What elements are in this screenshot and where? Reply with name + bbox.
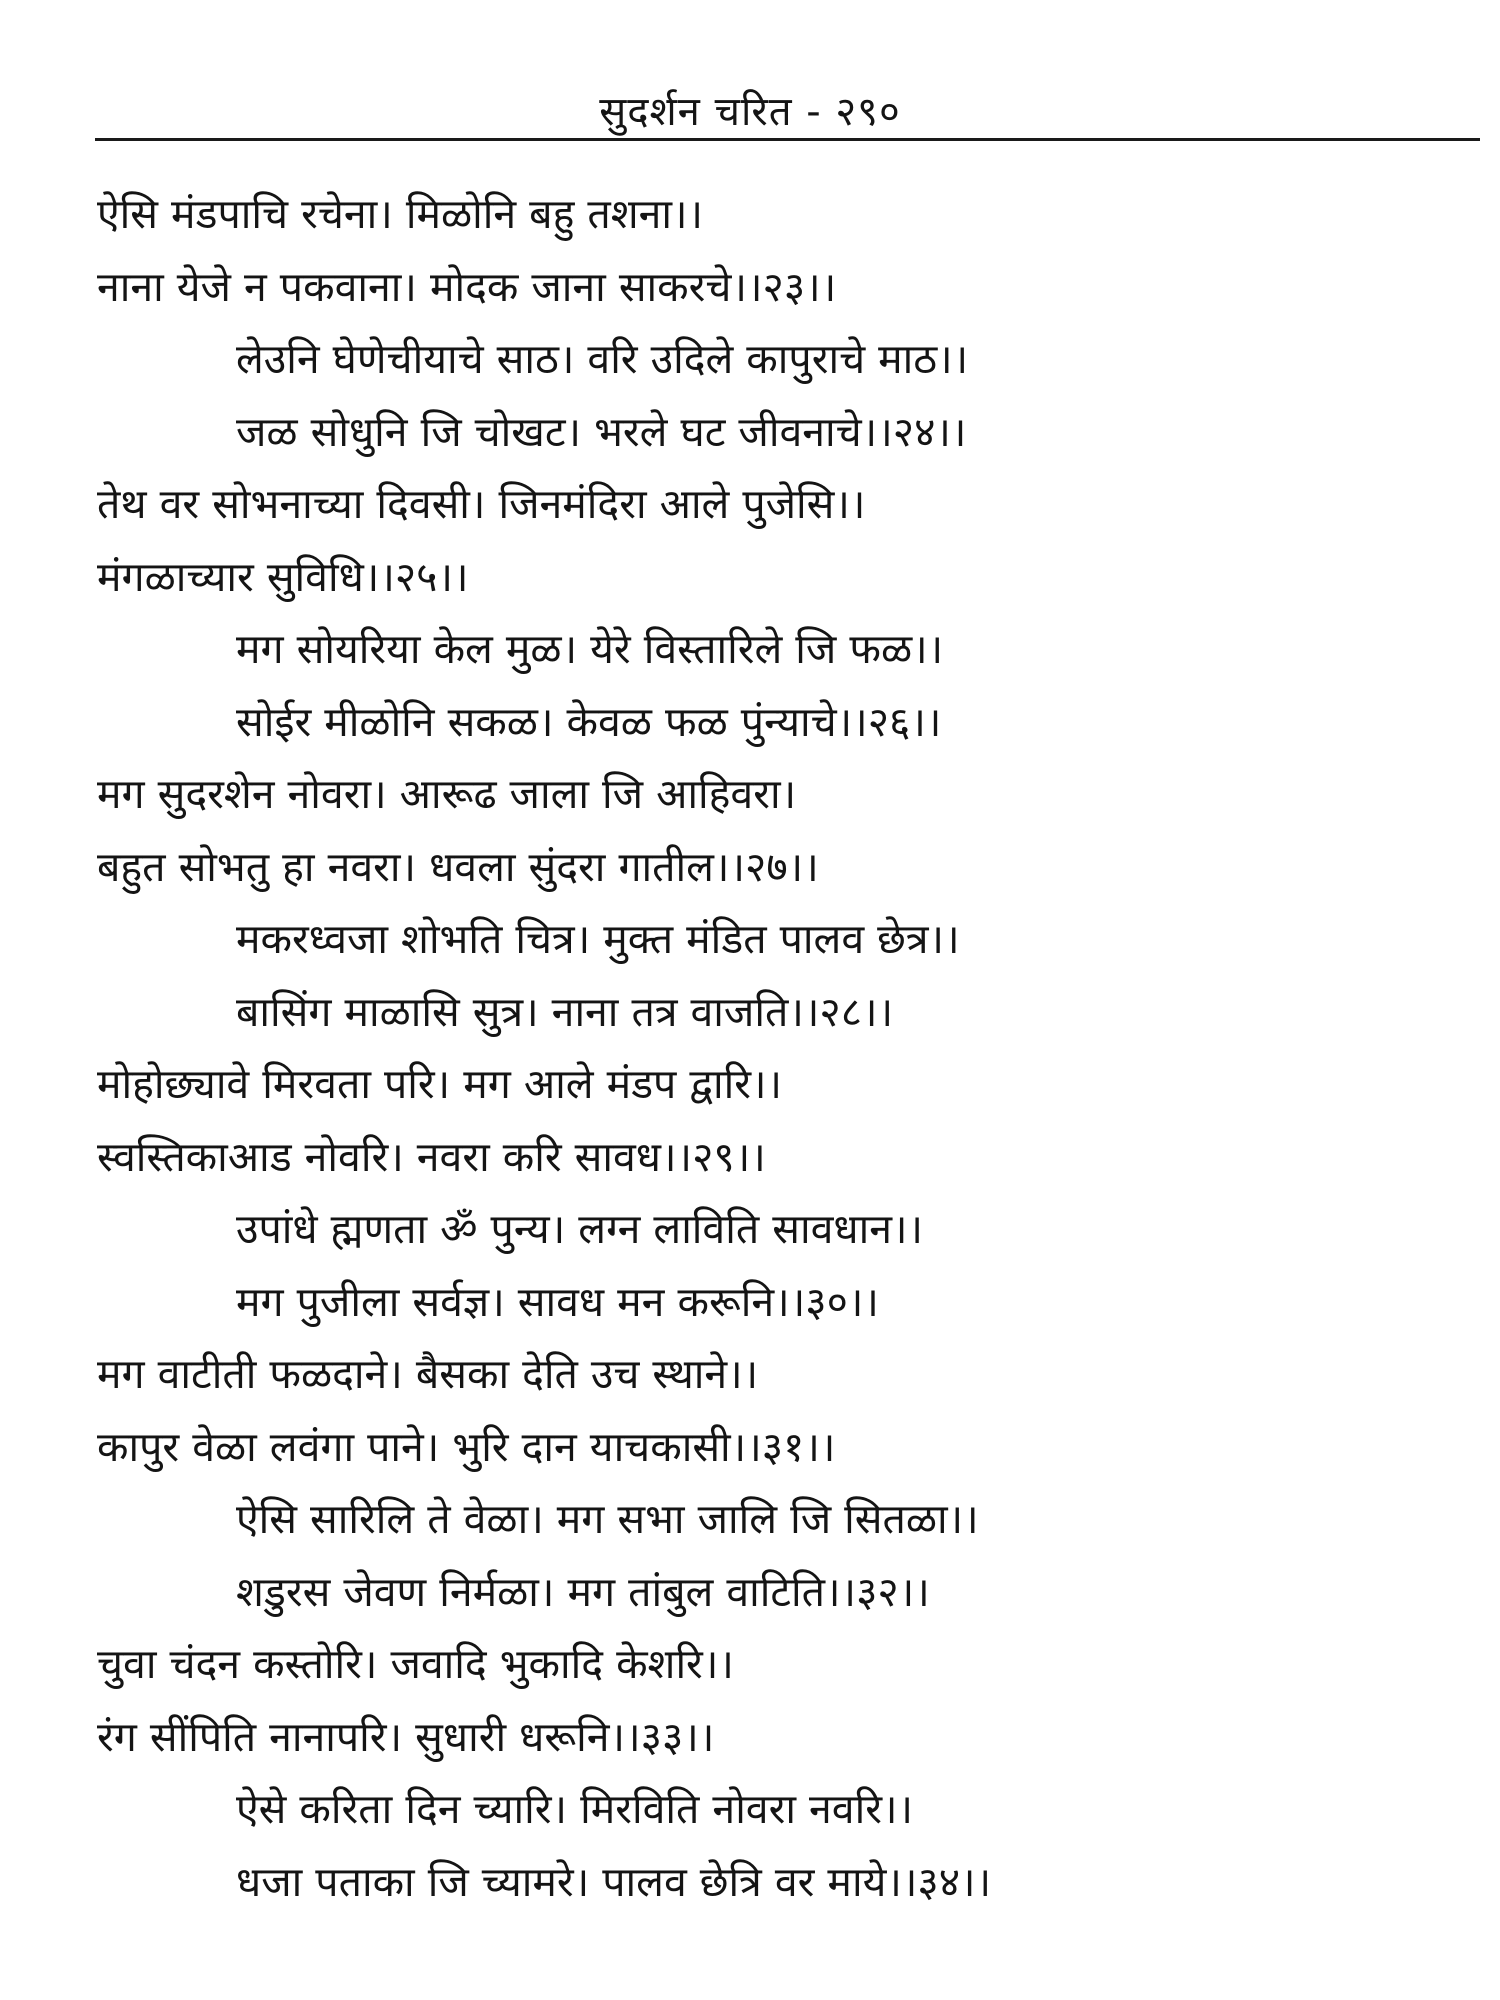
verse-line: तेथ वर सोभनाच्या दिवसी। जिनमंदिरा आले पुजेसि।। [97, 480, 866, 528]
verse-line: मग सुदरशेन नोवरा। आरूढ जाला जि आहिवरा। [97, 770, 797, 818]
verse-line: ऐसि सारिलि ते वेळा। मग सभा जालि जि सितळा।। [236, 1495, 979, 1543]
verse-line: मंगळाच्यार सुविधि।।२५।। [97, 552, 469, 601]
verse-line: बासिंग माळासि सुत्र। नाना तत्र वाजति।।२८।। [236, 987, 894, 1036]
page-header-title: सुदर्शन चरित - २९० [599, 89, 901, 135]
verse-line: सोईर मीळोनि सकळ। केवळ फळ पुंन्याचे।।२६।। [236, 697, 942, 746]
header-rule [95, 138, 1480, 141]
verse-line: ऐसे करिता दिन च्यारि। मिरविति नोवरा नवरि।। [236, 1785, 914, 1833]
verse-line: बहुत सोभतु हा नवरा। धवला सुंदरा गातील।।२७।। [97, 842, 819, 891]
verse-line: मग वाटीती फळदाने। बैसका देति उच स्थाने।। [97, 1350, 759, 1398]
verse-line: स्वस्तिकाआड नोवरि। नवरा करि सावध।।२९।। [97, 1132, 766, 1181]
verse-line: धजा पताका जि च्यामरे। पालव छेत्रि वर माये।।३४।। [236, 1857, 992, 1906]
verse-line: मोहोछ्यावे मिरवता परि। मग आले मंडप द्वारि।। [97, 1060, 783, 1108]
verse-line: नाना येजे न पकवाना। मोदक जाना साकरचे।।२३।। [97, 262, 837, 311]
verse-line: कापुर वेळा लवंगा पाने। भुरि दान याचकासी।।३१।। [97, 1422, 836, 1471]
verse-line: मकरध्वजा शोभति चित्र। मुक्त मंडित पालव छेत्र।। [236, 915, 960, 963]
verse-line: जळ सोधुनि जि चोखट। भरले घट जीवनाचे।।२४।। [236, 407, 967, 456]
verse-body [0, 178, 1500, 1918]
verse-line: चुवा चंदन कस्तोरि। जवादि भुकादि केशरि।। [97, 1640, 734, 1688]
verse-line: उपांधे ह्मणता ॐ पुन्य। लग्न लाविति सावधान।। [236, 1205, 924, 1253]
verse-line: मग पुजीला सर्वज्ञ। सावध मन करूनि।।३०।। [236, 1277, 879, 1326]
verse-line: ऐसि मंडपाचि रचेना। मिळोनि बहु तशना।। [97, 190, 704, 238]
verse-line: रंग सींपिति नानापरि। सुधारी धरूनि।।३३।। [97, 1712, 715, 1761]
verse-line: लेउनि घेणेचीयाचे साठ। वरि उदिले कापुराचे माठ।। [236, 335, 969, 383]
verse-line: मग सोयरिया केल मुळ। येरे विस्तारिले जि फळ।। [236, 625, 944, 673]
verse-line: शडुरस जेवण निर्मळा। मग तांबुल वाटिति।।३२।। [236, 1567, 930, 1616]
